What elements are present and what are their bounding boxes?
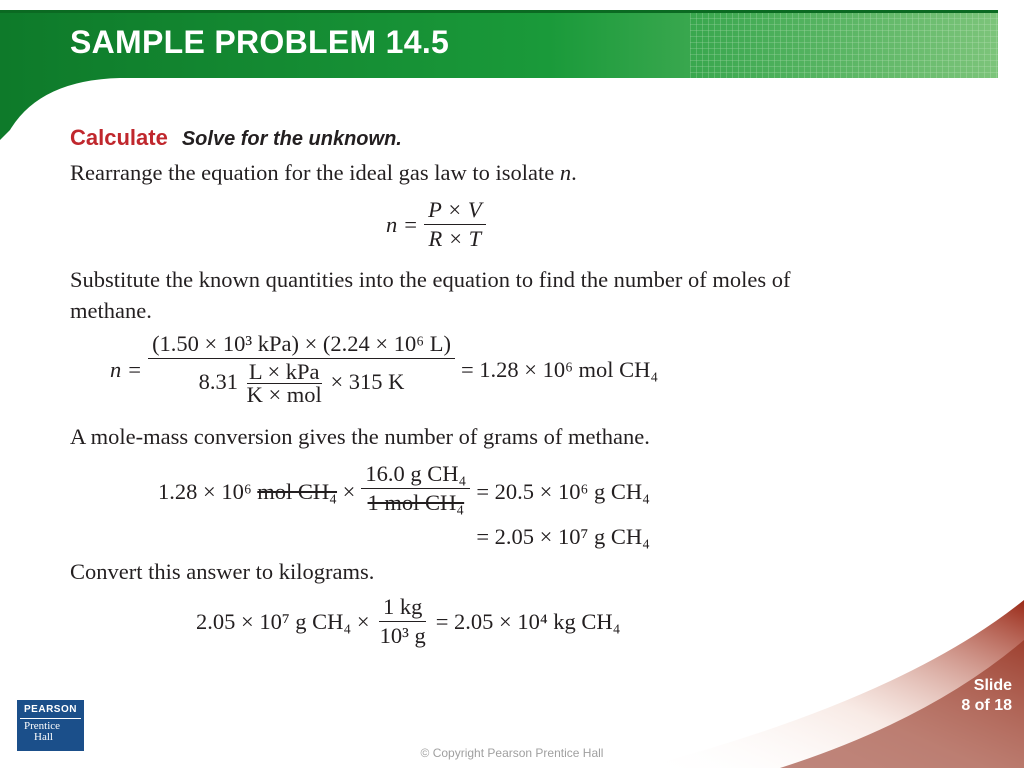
fraction-numerator: 16.0 g CH₄ xyxy=(361,462,470,489)
equation-fraction xyxy=(424,198,486,250)
slide-content xyxy=(70,122,860,647)
temperature-term: × 315 K xyxy=(330,369,405,395)
equation-lhs xyxy=(158,476,355,507)
lhs-unit-cancelled: mol CH₄ xyxy=(257,478,338,504)
lhs-value: 1.28 × 10⁶ xyxy=(158,478,252,504)
equation-lhs xyxy=(110,354,142,385)
step-heading xyxy=(70,122,860,155)
equation-lhs: 2.05 × 10⁷ g CH₄ × xyxy=(196,608,370,634)
gas-constant-units xyxy=(246,358,322,408)
equation-lhs: n = xyxy=(386,211,419,237)
pearson-logo xyxy=(17,700,84,751)
fraction-numerator: P × V xyxy=(424,198,486,225)
step-subtitle: Solve for the unknown. xyxy=(181,128,402,150)
fraction-denominator: 10³ g xyxy=(379,622,426,648)
logo-line-1: Prentice xyxy=(24,720,61,732)
equation-fraction xyxy=(148,332,455,407)
gas-constant-value: 8.31 xyxy=(198,369,238,395)
equation-lhs-text: n = xyxy=(110,357,143,383)
logo-divider xyxy=(20,718,81,719)
slide-counter-position: 8 of 18 xyxy=(961,697,1012,714)
slide-counter xyxy=(961,676,1012,716)
paragraph-rearrange xyxy=(70,157,860,188)
step-label: Calculate xyxy=(70,125,168,150)
result-line-2: = 2.05 × 10⁷ g CH₄ xyxy=(476,523,650,549)
equation-result: = 2.05 × 10⁴ kg CH₄ xyxy=(435,608,621,634)
fraction-numerator: 1 kg xyxy=(379,595,426,622)
equation-mass xyxy=(158,462,860,552)
conversion-fraction xyxy=(361,462,470,514)
paragraph-mole-mass: A mole-mass conversion gives the number of grams of methane. xyxy=(70,423,650,449)
fraction-denominator xyxy=(195,359,409,407)
result-line-1: = 20.5 × 10⁶ g CH₄ xyxy=(476,478,650,504)
equation-ideal-gas xyxy=(386,198,860,250)
logo-line-2: Hall xyxy=(34,731,53,743)
paragraph-substitute: Substitute the known quantities into the equation to find the number of moles of methane. xyxy=(70,267,791,324)
logo-wordmark: PEARSON xyxy=(24,704,77,715)
variable-n: n xyxy=(559,160,572,185)
slide-counter-label: Slide xyxy=(973,677,1012,694)
copyright-notice: © Copyright Pearson Prentice Hall xyxy=(420,746,604,760)
fraction-numerator: (1.50 × 10³ kPa) × (2.24 × 10⁶ L) xyxy=(148,332,455,359)
units-numerator: L × kPa xyxy=(248,358,320,384)
paragraph-period: . xyxy=(571,160,577,185)
times-sign: × xyxy=(342,478,356,504)
equation-moles xyxy=(110,332,860,407)
conversion-fraction xyxy=(376,595,430,647)
slide-title: SAMPLE PROBLEM 14.5 xyxy=(70,24,450,60)
units-denominator: K × mol xyxy=(246,382,322,408)
fraction-denominator: 1 mol CH₄ xyxy=(367,489,465,515)
paragraph-text: Rearrange the equation for the ideal gas law to isolate xyxy=(70,160,560,185)
fraction-denominator: R × T xyxy=(428,225,482,251)
equation-result: = 1.28 × 10⁶ mol CH₄ xyxy=(460,357,659,383)
equation-results xyxy=(476,476,650,552)
equation-kilograms xyxy=(196,595,860,647)
paragraph-convert: Convert this answer to kilograms. xyxy=(70,558,375,584)
